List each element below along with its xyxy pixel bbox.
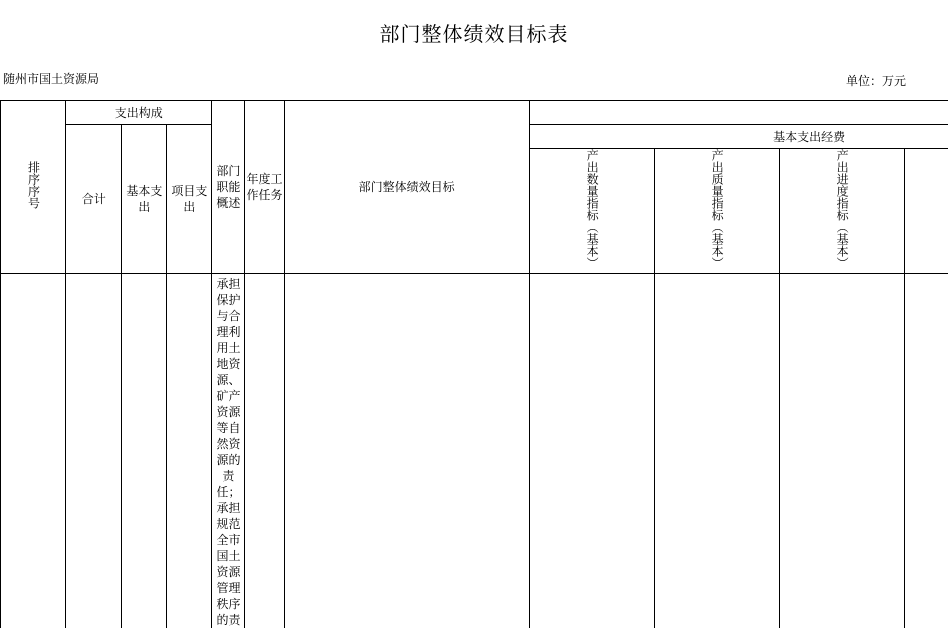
cell-seq: [1, 274, 66, 628]
header-project: 项目支出: [167, 125, 212, 274]
organization-name: 随州市国土资源局: [3, 70, 99, 87]
header-total: 合计: [66, 125, 122, 274]
header-spend-group: 支出构成: [66, 101, 212, 125]
header-basic-group: 基本支出经费: [529, 125, 948, 149]
header-b-qual: 产出质量指标（基本）: [654, 149, 779, 274]
cell-b-qual: [654, 274, 779, 628]
cell-b-qty: [529, 274, 654, 628]
header-overall-goal: 部门整体绩效目标: [284, 101, 529, 274]
header-basic: 基本支出: [122, 125, 167, 274]
cell-b-prog: [779, 274, 904, 628]
header-annual-task: 年度工作任务: [245, 101, 284, 274]
cell-project: [167, 274, 212, 628]
header-duty: 部门职能概述: [212, 101, 245, 274]
performance-table: [0, 100, 948, 628]
unit-label: 单位：万元: [846, 72, 906, 89]
table-row: [1, 274, 948, 628]
header-seq: 排序序号: [1, 101, 66, 274]
page-title: 部门整体绩效目标表: [0, 18, 948, 47]
cell-overall-goal: [284, 274, 529, 628]
header-b-qty: 产出数量指标（基本）: [529, 149, 654, 274]
header-indicators-group: [529, 101, 948, 125]
header-b-cost: [904, 149, 948, 274]
header-b-prog: 产出进度指标（基本）: [779, 149, 904, 274]
cell-basic: [122, 274, 167, 628]
cell-b-cost: [904, 274, 948, 628]
cell-duty: 承担保护与合理利用土地资源、矿产资源等自然资源的责任；承担规范全市国土资源管理秩序的责: [212, 274, 245, 628]
cell-total: [66, 274, 122, 628]
cell-annual-task: [245, 274, 284, 628]
